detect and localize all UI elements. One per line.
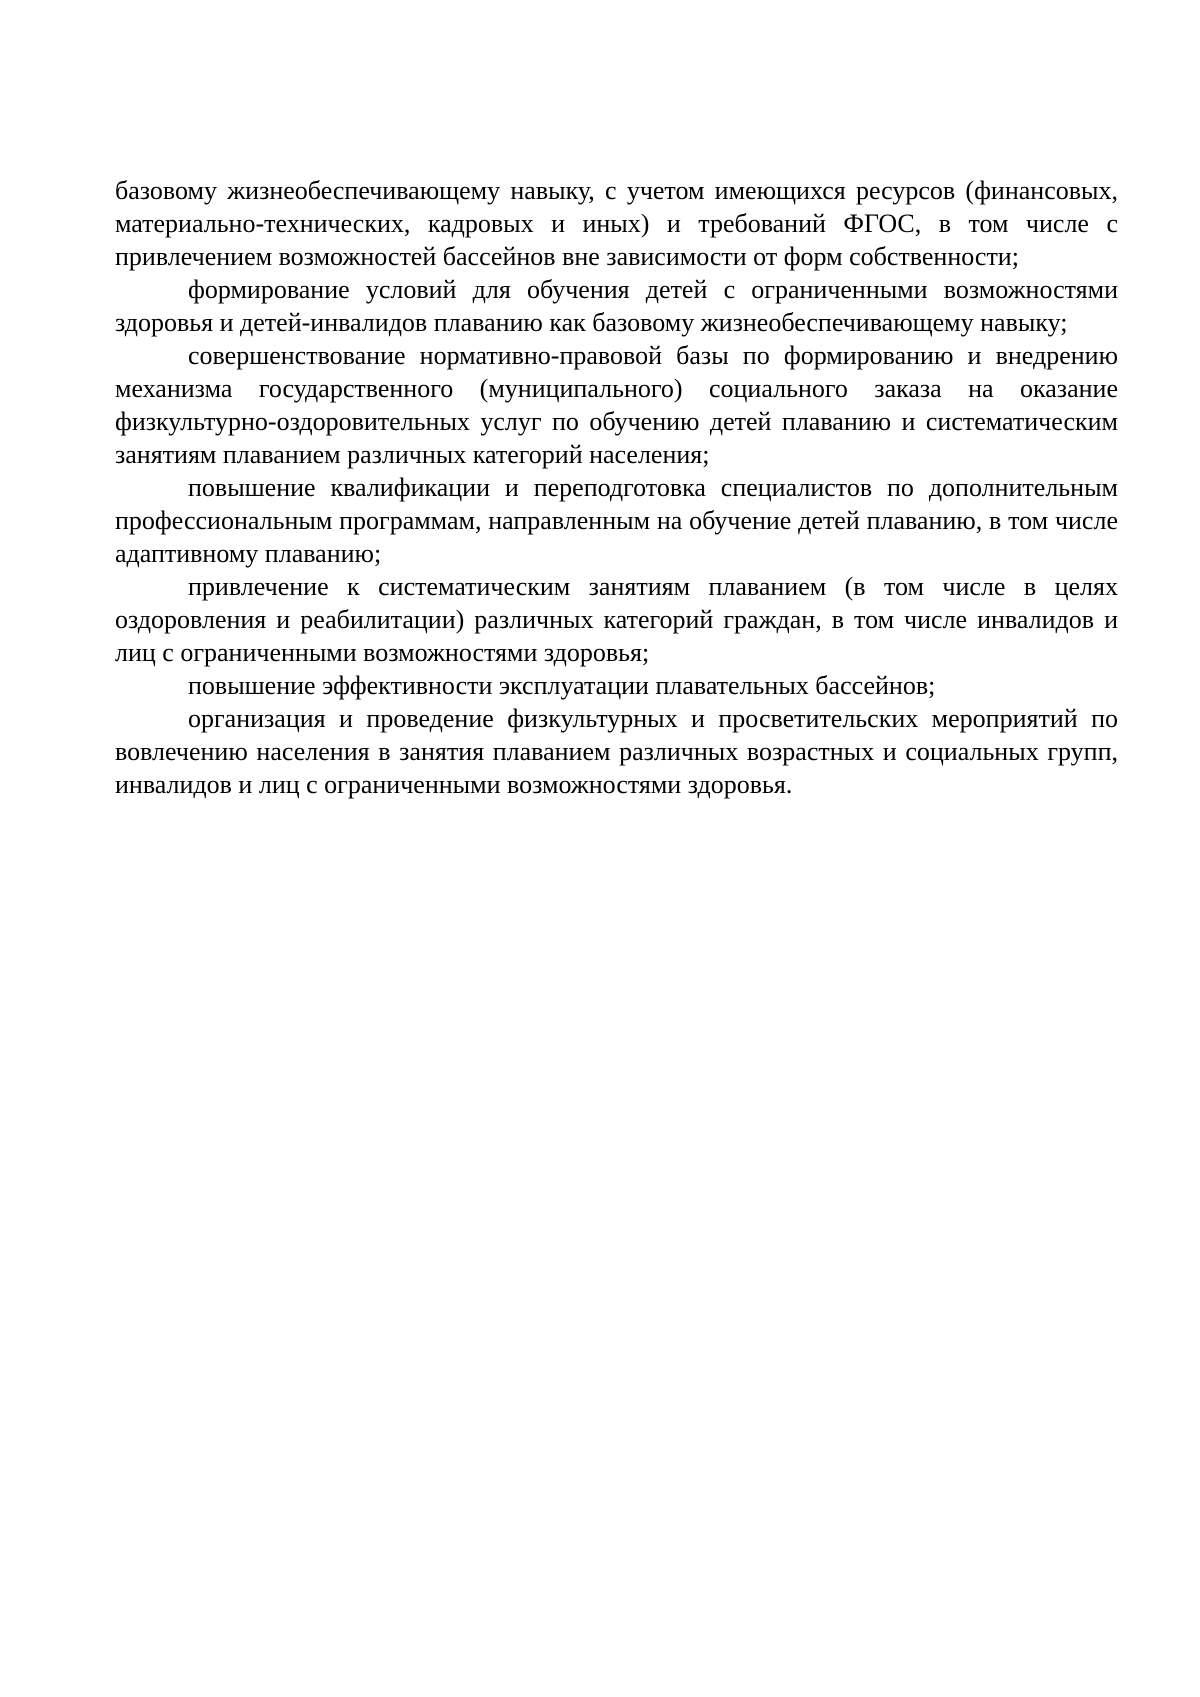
document-body xyxy=(115,174,1118,801)
paragraph-specialist-training: повышение квалификации и переподготовка специалистов по дополнительным профессиональным программам, направленным на обучение детей плаванию, в том числе адаптивному плаванию; xyxy=(115,473,1118,568)
paragraph-regulatory-framework: совершенствование нормативно-правовой базы по формированию и внедрению механизма государственного (муниципального) социального заказа на оказание физкультурно-оздоровительных услуг по обучению детей плаванию и систематическим занятиям плаванием различных категорий населения; xyxy=(115,341,1118,469)
paragraph-pool-efficiency: повышение эффективности эксплуатации плавательных бассейнов; xyxy=(188,671,936,700)
paragraph-events-organization: организация и проведение физкультурных и просветительских мероприятий по вовлечению населения в занятия плаванием различных возрастных и социальных групп, инвалидов и лиц с ограниченными возможностями здоровья. xyxy=(115,704,1118,799)
paragraph-systematic-swimming: привлечение к систематическим занятиям плаванием (в том числе в целях оздоровления и реабилитации) различных категорий граждан, в том числе инвалидов и лиц с ограниченными возможностями здоровья; xyxy=(115,572,1118,667)
paragraph-conditions-disabled-children: формирование условий для обучения детей с ограниченными возможностями здоровья и детей-инвалидов плаванию как базовому жизнеобеспечивающему навыку; xyxy=(115,275,1118,337)
paragraph-continuation: базовому жизнеобеспечивающему навыку, с учетом имеющихся ресурсов (финансовых, материально-технических, кадровых и иных) и требований ФГОС, в том числе с привлечением возможностей бассейнов вне зависимости от форм собственности; xyxy=(115,176,1118,271)
